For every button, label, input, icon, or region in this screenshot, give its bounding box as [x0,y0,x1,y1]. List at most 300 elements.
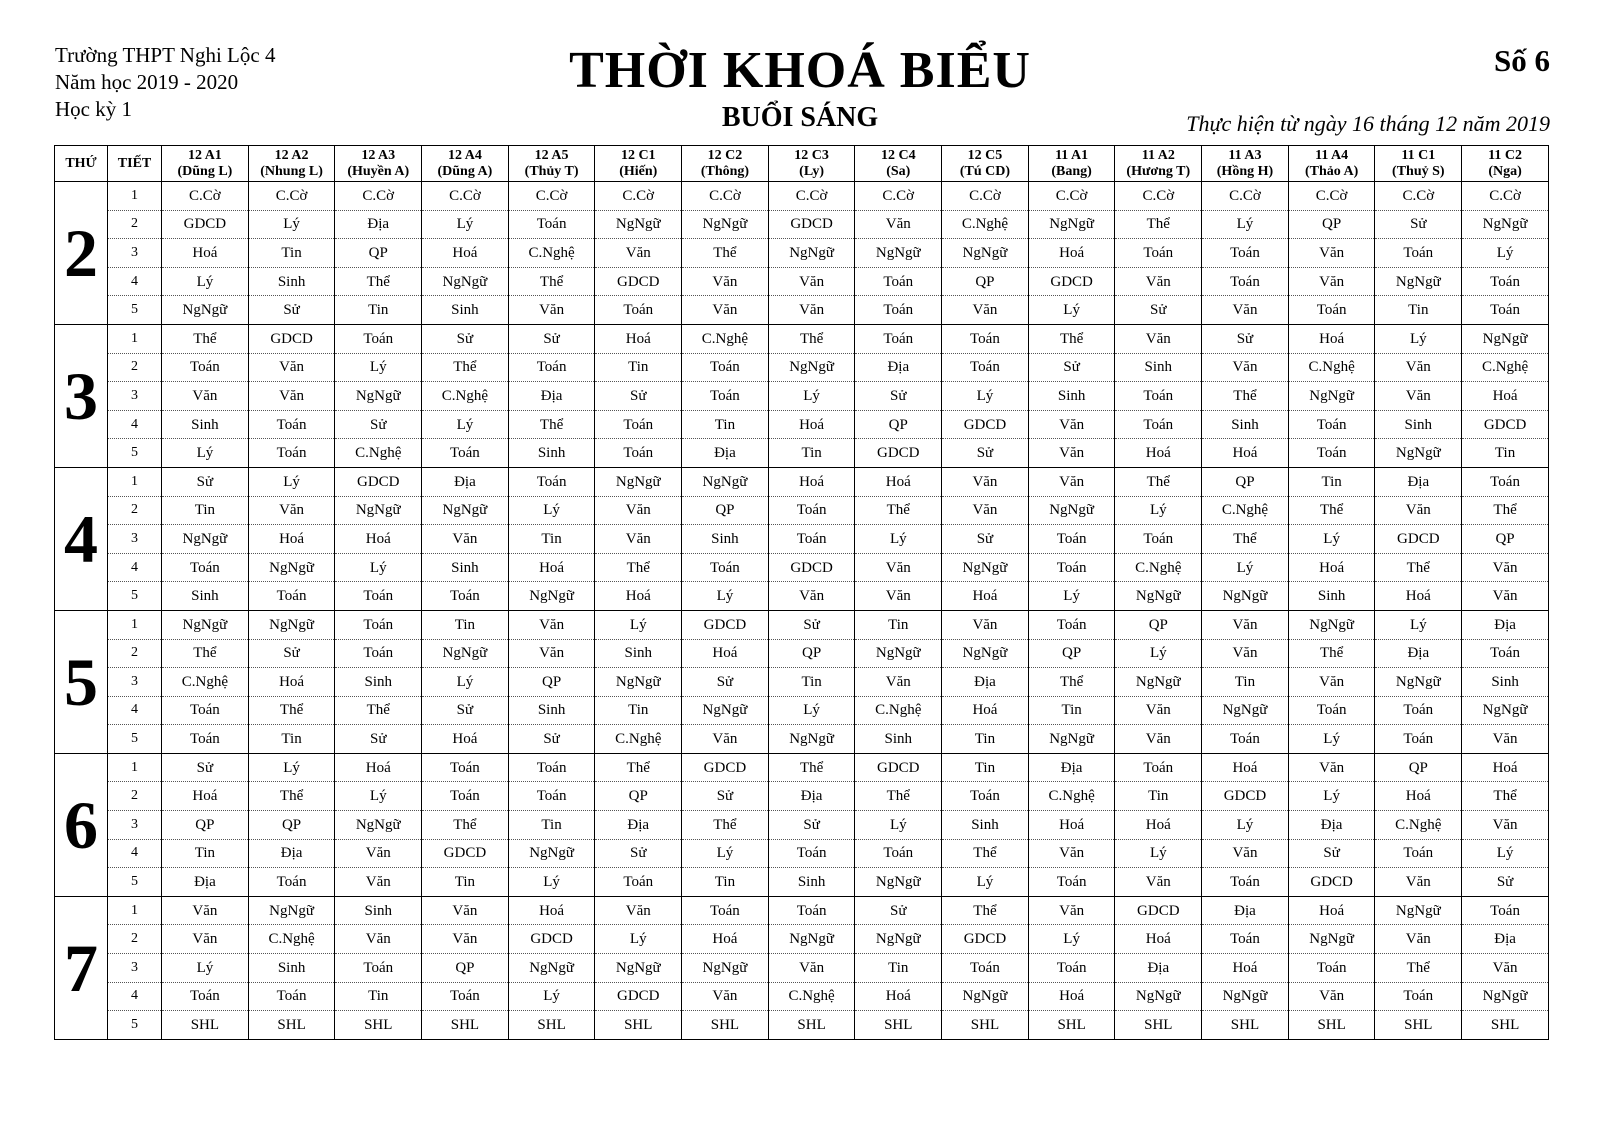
subject-cell: Hoá [422,725,509,754]
subject-cell: Toán [162,553,249,582]
subject-cell: Sinh [508,696,595,725]
subject-cell: Thể [1202,525,1289,554]
period-number: 2 [108,639,162,668]
subject-cell: Toán [1288,954,1375,983]
subject-cell: Toán [1462,896,1549,925]
subject-cell: Văn [1375,868,1462,897]
subject-cell: Văn [1288,239,1375,268]
subject-cell: NgNgữ [1375,439,1462,468]
day-label: 3 [55,324,108,467]
subject-cell: Hoá [248,668,335,697]
subject-cell: Toán [1202,239,1289,268]
subject-cell: Toán [682,553,769,582]
subject-cell: Hoá [942,696,1029,725]
subject-cell: NgNgữ [1115,668,1202,697]
subject-cell: Tin [682,410,769,439]
subject-cell: Tin [335,982,422,1011]
subject-cell: C.Nghệ [1028,782,1115,811]
subject-cell: C.Cờ [595,182,682,211]
subject-cell: NgNgữ [335,811,422,840]
subject-cell: Toán [768,496,855,525]
subject-cell: NgNgữ [1202,982,1289,1011]
class-header [422,146,509,182]
subject-cell: Thể [855,782,942,811]
subject-cell: Tin [1028,696,1115,725]
period-number: 1 [108,467,162,496]
subject-cell: Lý [595,610,682,639]
subject-cell: GDCD [595,982,682,1011]
class-name: 11 A2 [1141,147,1175,163]
subject-cell: SHL [162,1011,249,1040]
subject-cell: Lý [508,496,595,525]
period-number: 2 [108,210,162,239]
table-row [55,324,1549,353]
subject-cell: Toán [942,353,1029,382]
subject-cell: Toán [248,410,335,439]
page-subtitle: BUỔI SÁNG [721,102,879,133]
subject-cell: Toán [1462,467,1549,496]
subject-cell: Toán [1375,982,1462,1011]
subject-cell: Toán [1375,839,1462,868]
subject-cell: GDCD [768,553,855,582]
subject-cell: GDCD [335,467,422,496]
table-row [55,439,1549,468]
subject-cell: SHL [855,1011,942,1040]
subject-cell: C.Nghệ [1288,353,1375,382]
subject-cell: Tin [855,954,942,983]
subject-cell: NgNgữ [595,954,682,983]
schedule-number: Số 6 [1494,43,1550,78]
subject-cell: Toán [1375,696,1462,725]
subject-cell: Văn [1462,553,1549,582]
subject-cell: QP [855,410,942,439]
subject-cell: Tin [768,668,855,697]
subject-cell: Văn [1202,296,1289,325]
subject-cell: Thể [422,353,509,382]
subject-cell: Địa [1115,954,1202,983]
subject-cell: Toán [1028,525,1115,554]
period-number: 2 [108,496,162,525]
subject-cell: Sinh [1462,668,1549,697]
table-row [55,182,1549,211]
table-row [55,868,1549,897]
subject-cell: SHL [1288,1011,1375,1040]
period-number: 4 [108,982,162,1011]
subject-cell: Thể [682,239,769,268]
subject-cell: NgNgữ [248,610,335,639]
subject-cell: Toán [248,868,335,897]
day-label: 7 [55,896,108,1039]
subject-cell: Sinh [1028,382,1115,411]
subject-cell: Văn [1288,267,1375,296]
subject-cell: Thể [1375,954,1462,983]
school-year: Năm học 2019 - 2020 [55,70,239,94]
subject-cell: GDCD [1115,896,1202,925]
class-teacher: (Thảo A) [1304,163,1359,179]
subject-cell: Thể [595,553,682,582]
subject-cell: Tin [1288,467,1375,496]
subject-cell: Tin [422,868,509,897]
subject-cell: Văn [248,353,335,382]
subject-cell: Hoá [248,525,335,554]
subject-cell: Tin [248,239,335,268]
subject-cell: Lý [1375,324,1462,353]
subject-cell: Thể [1462,496,1549,525]
subject-cell: Hoá [1202,439,1289,468]
subject-cell: GDCD [942,925,1029,954]
subject-cell: Toán [942,954,1029,983]
subject-cell: Lý [1115,839,1202,868]
subject-cell: Sử [855,382,942,411]
subject-cell: NgNgữ [1462,982,1549,1011]
subject-cell: Hoá [682,639,769,668]
table-row [55,982,1549,1011]
subject-cell: Sinh [1288,582,1375,611]
subject-cell: Sử [335,725,422,754]
subject-cell: Hoá [162,239,249,268]
subject-cell: GDCD [248,324,335,353]
subject-cell: Thể [1028,668,1115,697]
subject-cell: NgNgữ [942,639,1029,668]
subject-cell: Toán [248,439,335,468]
subject-cell: Toán [1115,382,1202,411]
subject-cell: Hoá [855,982,942,1011]
subject-cell: C.Cờ [1202,182,1289,211]
subject-cell: Văn [1028,439,1115,468]
subject-cell: Sinh [1375,410,1462,439]
subject-cell: Toán [595,868,682,897]
subject-cell: GDCD [855,439,942,468]
subject-cell: Tin [942,725,1029,754]
subject-cell: NgNgữ [942,553,1029,582]
period-number: 1 [108,610,162,639]
subject-cell: Hoá [162,782,249,811]
subject-cell: GDCD [1028,267,1115,296]
subject-cell: Địa [1462,610,1549,639]
subject-cell: Toán [422,439,509,468]
subject-cell: Toán [1202,725,1289,754]
table-row [55,639,1549,668]
subject-cell: SHL [1115,1011,1202,1040]
subject-cell: Thể [248,782,335,811]
class-teacher: (Thủy T) [524,163,579,179]
subject-cell: Lý [1462,839,1549,868]
class-teacher: (Huyền A) [347,163,410,179]
period-number: 3 [108,382,162,411]
subject-cell: QP [1115,610,1202,639]
subject-cell: GDCD [1202,782,1289,811]
subject-cell: NgNgữ [248,553,335,582]
subject-cell: Sử [508,324,595,353]
subject-cell: Hoá [1375,582,1462,611]
subject-cell: C.Nghệ [942,210,1029,239]
class-header [595,146,682,182]
subject-cell: Toán [1028,553,1115,582]
subject-cell: Văn [1462,725,1549,754]
subject-cell: Lý [1288,725,1375,754]
subject-cell: Toán [855,267,942,296]
subject-cell: Lý [508,868,595,897]
class-header [1288,146,1375,182]
subject-cell: SHL [595,1011,682,1040]
subject-cell: SHL [768,1011,855,1040]
subject-cell: Tin [162,496,249,525]
subject-cell: Hoá [1028,811,1115,840]
page-title: THỜI KHOÁ BIỂU [569,42,1031,99]
subject-cell: Sinh [942,811,1029,840]
subject-cell: Hoá [1288,896,1375,925]
subject-cell: SHL [1028,1011,1115,1040]
subject-cell: Toán [508,467,595,496]
subject-cell: C.Nghệ [335,439,422,468]
period-number: 5 [108,296,162,325]
table-row [55,954,1549,983]
subject-cell: NgNgữ [335,496,422,525]
period-number: 4 [108,839,162,868]
subject-cell: Lý [248,467,335,496]
class-header [768,146,855,182]
subject-cell: Toán [1115,410,1202,439]
subject-cell: NgNgữ [1375,267,1462,296]
subject-cell: Hoá [1115,925,1202,954]
subject-cell: Lý [335,553,422,582]
subject-cell: NgNgữ [508,954,595,983]
subject-cell: Toán [855,296,942,325]
period-number: 2 [108,353,162,382]
class-name: 11 A4 [1315,147,1349,163]
subject-cell: Hoá [422,239,509,268]
subject-cell: NgNgữ [162,296,249,325]
effective-date: Thực hiện từ ngày 16 tháng 12 năm 2019 [1186,111,1550,136]
subject-cell: Văn [1288,668,1375,697]
subject-cell: C.Nghệ [162,668,249,697]
subject-cell: GDCD [422,839,509,868]
subject-cell: Văn [1202,610,1289,639]
class-name: 12 C4 [880,147,916,163]
period-number: 2 [108,782,162,811]
subject-cell: Lý [1202,811,1289,840]
class-header [248,146,335,182]
subject-cell: Toán [682,382,769,411]
class-header [1375,146,1462,182]
subject-cell: Lý [335,782,422,811]
subject-cell: NgNgữ [595,467,682,496]
subject-cell: GDCD [1462,410,1549,439]
table-row [55,782,1549,811]
subject-cell: Sinh [508,439,595,468]
subject-cell: Văn [1115,725,1202,754]
subject-cell: Lý [1028,925,1115,954]
subject-cell: Toán [1288,410,1375,439]
period-number: 5 [108,582,162,611]
subject-cell: Sinh [422,553,509,582]
subject-cell: Sử [335,410,422,439]
subject-cell: Tin [682,868,769,897]
period-column-header: TIẾT [108,146,162,182]
subject-cell: Tin [595,696,682,725]
subject-cell: NgNgữ [248,896,335,925]
subject-cell: C.Cờ [162,182,249,211]
subject-cell: Toán [855,839,942,868]
subject-cell: QP [682,496,769,525]
table-row [55,467,1549,496]
subject-cell: Thể [768,324,855,353]
subject-cell: Lý [162,267,249,296]
subject-cell: Hoá [1115,439,1202,468]
subject-cell: NgNgữ [162,610,249,639]
subject-cell: Sử [508,725,595,754]
subject-cell: Toán [508,753,595,782]
subject-cell: Địa [768,782,855,811]
subject-cell: Thể [1288,639,1375,668]
subject-cell: SHL [422,1011,509,1040]
subject-cell: Thể [1115,467,1202,496]
subject-cell: C.Nghệ [422,382,509,411]
subject-cell: Lý [1462,239,1549,268]
subject-cell: Lý [768,696,855,725]
subject-cell: NgNgữ [1028,725,1115,754]
subject-cell: Lý [248,753,335,782]
subject-cell: Lý [1375,610,1462,639]
subject-cell: NgNgữ [1028,496,1115,525]
subject-cell: Văn [1462,954,1549,983]
subject-cell: C.Cờ [1375,182,1462,211]
subject-cell: Toán [248,582,335,611]
subject-cell: Toán [1115,525,1202,554]
subject-cell: Toán [248,982,335,1011]
subject-cell: C.Nghệ [855,696,942,725]
class-name: 12 A5 [534,147,569,163]
subject-cell: GDCD [1375,525,1462,554]
subject-cell: Lý [422,410,509,439]
subject-cell: Sử [162,467,249,496]
subject-cell: Hoá [1288,553,1375,582]
period-number: 5 [108,1011,162,1040]
subject-cell: Tin [1462,439,1549,468]
subject-cell: Thể [595,753,682,782]
class-teacher: (Dũng L) [177,163,233,179]
subject-cell: Văn [1288,753,1375,782]
subject-cell: Sử [1288,839,1375,868]
subject-cell: Hoá [508,896,595,925]
subject-cell: Toán [1202,267,1289,296]
subject-cell: NgNgữ [595,210,682,239]
subject-cell: NgNgữ [682,696,769,725]
period-number: 1 [108,753,162,782]
subject-cell: Toán [508,210,595,239]
subject-cell: Văn [508,639,595,668]
subject-cell: Lý [162,439,249,468]
subject-cell: NgNgữ [1375,896,1462,925]
subject-cell: QP [248,811,335,840]
subject-cell: NgNgữ [855,868,942,897]
subject-cell: GDCD [508,925,595,954]
subject-cell: Toán [1202,868,1289,897]
subject-cell: Hoá [855,467,942,496]
subject-cell: Văn [768,954,855,983]
subject-cell: Sử [942,525,1029,554]
subject-cell: Tin [1115,782,1202,811]
subject-cell: GDCD [768,210,855,239]
subject-cell: NgNgữ [508,839,595,868]
subject-cell: Sinh [1202,410,1289,439]
subject-cell: Thể [162,639,249,668]
subject-cell: Sinh [248,267,335,296]
subject-cell: Toán [335,582,422,611]
subject-cell: Thể [422,811,509,840]
class-header [855,146,942,182]
subject-cell: Tin [248,725,335,754]
class-name: 11 C2 [1488,147,1522,163]
subject-cell: Hoá [768,410,855,439]
subject-cell: Sử [855,896,942,925]
subject-cell: Địa [1375,639,1462,668]
subject-cell: Văn [422,525,509,554]
table-row [55,896,1549,925]
subject-cell: NgNgữ [1288,610,1375,639]
subject-cell: Lý [855,525,942,554]
subject-cell: Toán [508,353,595,382]
subject-cell: Toán [1462,267,1549,296]
subject-cell: Tin [1375,296,1462,325]
table-row [55,239,1549,268]
subject-cell: Văn [1375,353,1462,382]
subject-cell: Thể [768,753,855,782]
subject-cell: NgNgữ [1462,210,1549,239]
subject-cell: Văn [682,267,769,296]
subject-cell: C.Cờ [508,182,595,211]
subject-cell: Lý [335,353,422,382]
table-row [55,525,1549,554]
subject-cell: Sử [942,439,1029,468]
period-number: 1 [108,324,162,353]
subject-cell: Lý [1202,553,1289,582]
subject-cell: Lý [508,982,595,1011]
subject-cell: Toán [682,353,769,382]
class-header [335,146,422,182]
subject-cell: Văn [682,296,769,325]
subject-cell: QP [508,668,595,697]
subject-cell: Thể [508,410,595,439]
subject-cell: C.Nghệ [1115,553,1202,582]
subject-cell: Hoá [1375,782,1462,811]
subject-cell: SHL [1462,1011,1549,1040]
class-name: 12 C5 [967,147,1003,163]
subject-cell: Văn [942,610,1029,639]
subject-cell: Văn [768,296,855,325]
subject-cell: Tin [855,610,942,639]
subject-cell: Toán [1028,610,1115,639]
subject-cell: Lý [942,868,1029,897]
day-column-header: THỨ [55,146,108,182]
subject-cell: Thể [1462,782,1549,811]
subject-cell: C.Nghệ [1202,496,1289,525]
subject-cell: GDCD [595,267,682,296]
period-number: 3 [108,954,162,983]
subject-cell: Toán [422,782,509,811]
subject-cell: Sinh [422,296,509,325]
subject-cell: Toán [1288,439,1375,468]
table-row [55,811,1549,840]
day-label: 4 [55,467,108,610]
subject-cell: NgNgữ [768,353,855,382]
subject-cell: Sinh [595,639,682,668]
subject-cell: Thể [1375,553,1462,582]
subject-cell: SHL [335,1011,422,1040]
subject-cell: Địa [595,811,682,840]
subject-cell: Lý [768,382,855,411]
table-row [55,753,1549,782]
